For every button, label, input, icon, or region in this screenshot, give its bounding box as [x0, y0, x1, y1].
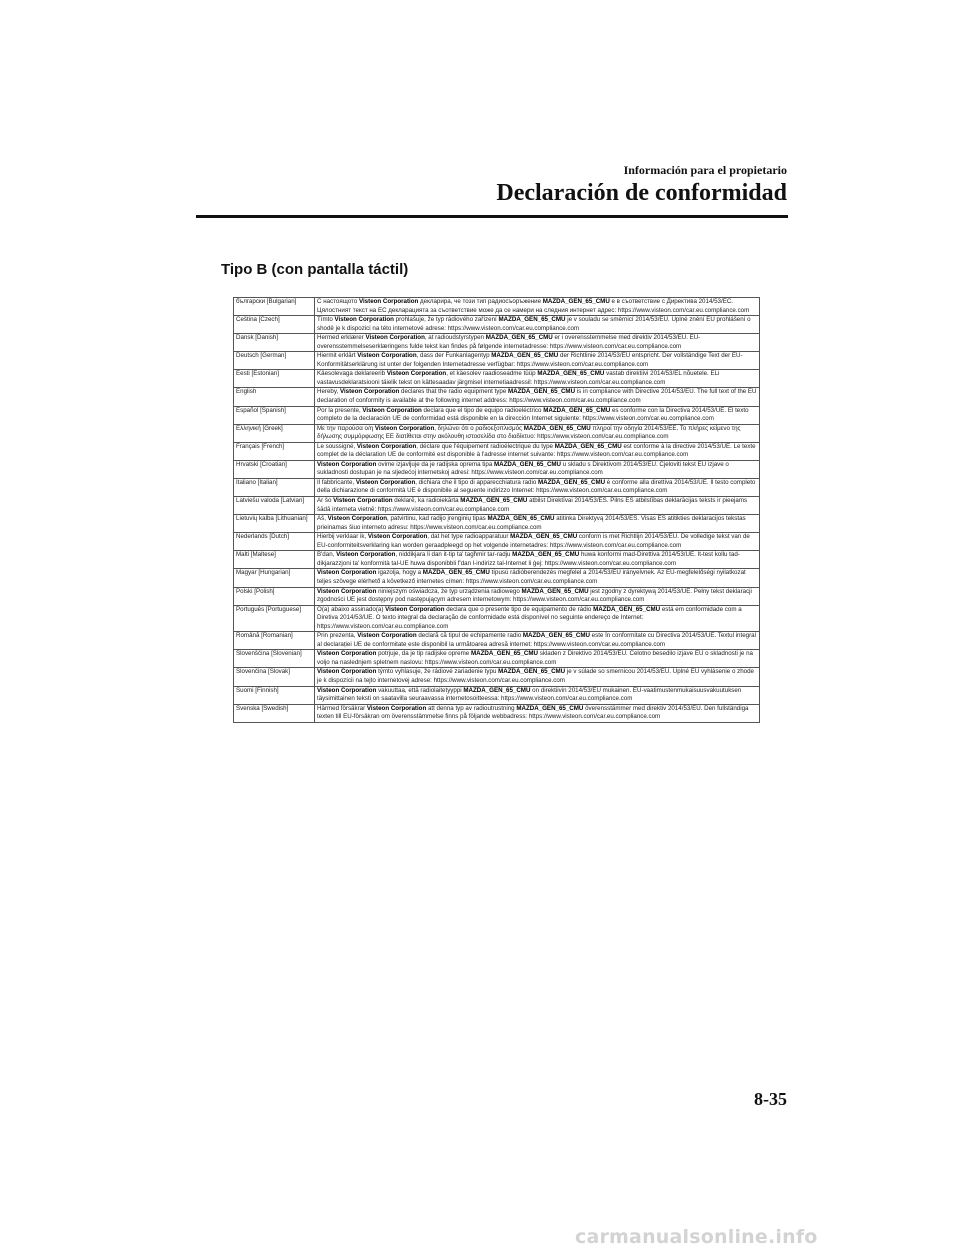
declaration-middle: , dass der Funkanlagentyp	[416, 352, 492, 360]
company-name: Visteon Corporation	[356, 442, 417, 450]
declaration-middle: declares that the radio equipment type	[399, 388, 508, 396]
company-name: Visteon Corporation	[327, 515, 388, 523]
language-cell: Français [French]	[234, 442, 315, 460]
declaration-suffix: je v souladu se směrnicí 2014/53/EU. Úplné znění EU prohlášení o shodě je k dispozici na této internetové adrese: https://www.visteon.com/car.eu.compliance.com	[317, 316, 751, 332]
declaration-text-cell	[315, 668, 760, 686]
declaration-text-cell	[315, 406, 760, 424]
declaration-prefix: Hierbij verklaar ik,	[317, 533, 368, 541]
company-name: Visteon Corporation	[357, 632, 417, 640]
language-cell: Eesti [Estonian]	[234, 370, 315, 388]
declaration-text-cell	[315, 551, 760, 569]
table-row	[234, 668, 760, 686]
model-name: MAZDA_GEN_65_CMU	[493, 460, 562, 468]
declaration-prefix: O(a) abaixo assinado(a)	[317, 605, 386, 613]
company-name: Visteon Corporation	[317, 650, 377, 658]
declaration-text-cell	[315, 605, 760, 632]
declaration-text-cell	[315, 424, 760, 442]
declaration-text-cell	[315, 569, 760, 587]
model-name: MAZDA_GEN_65_CMU	[485, 334, 553, 342]
declaration-suffix: е в съответствие с Директива 2014/53/ЕС. Цялостният текст на ЕС декларацията за съответствие може да се намери на следния интернет адрес: https://www.visteon.com/car.eu.compliance.com	[317, 298, 750, 314]
language-cell: Malti [Maltese]	[234, 551, 315, 569]
declaration-middle: niniejszym oświadcza, że typ urządzenia radiowego	[376, 587, 522, 595]
company-name: Visteon Corporation	[367, 533, 428, 541]
declaration-text-cell	[315, 298, 760, 316]
table-row	[234, 533, 760, 551]
company-name: Visteon Corporation	[374, 424, 435, 432]
table-row	[234, 352, 760, 370]
declaration-middle: , déclare que l'équipement radioélectrique du type	[416, 442, 555, 450]
declaration-middle: , dat het type radioapparatuur	[427, 533, 511, 541]
declaration-middle: vakuuttaa, että radiolaitetyyppi	[376, 686, 464, 694]
model-name: MAZDA_GEN_65_CMU	[537, 370, 605, 378]
table-row	[234, 460, 760, 478]
declaration-text-cell	[315, 352, 760, 370]
table-row	[234, 632, 760, 650]
table-row	[234, 478, 760, 496]
language-cell: Svenska [Swedish]	[234, 704, 315, 722]
table-row	[234, 515, 760, 533]
company-name: Visteon Corporation	[317, 686, 377, 694]
language-cell: Slovenščina [Slovenian]	[234, 650, 315, 668]
model-name: MAZDA_GEN_65_CMU	[422, 569, 490, 577]
declaration-suffix: huwa konformi mad-Direttiva 2014/53/UE. It-test kollu tad-dikjarazzjoni ta' konformità tal-UE huwa disponibbli f'dan l-indirizz tal-Internet li ġej: https://www.visteon.com/car.eu.compliance.com	[317, 551, 740, 567]
declaration-suffix: der Richtlinie 2014/53/EU entspricht. Der vollständige Text der EU-Konformitätserklärung ist unter der folgenden Internetadresse verfügbar: https://www.visteon.com/car.eu.compliance.com	[317, 352, 743, 368]
language-cell: Slovenčina [Slovak]	[234, 668, 315, 686]
table-row	[234, 370, 760, 388]
header-subtitle: Información para el propietario	[623, 163, 787, 177]
table-row	[234, 497, 760, 515]
declaration-prefix: Il fabbricante,	[317, 478, 356, 486]
table-row	[234, 388, 760, 406]
section-title: Tipo B (con pantalla táctil)	[221, 261, 409, 278]
declarations-table	[233, 297, 760, 723]
declaration-suffix: è conforme alla direttiva 2014/53/UE. Il testo completo della dichiarazione di conformità UE è disponibile al seguente indirizzo Internet: https://www.visteon.com/car.eu.compliance.com	[317, 478, 756, 495]
declaration-suffix: je v súlade so smernicou 2014/53/EÚ. Úplné EÚ vyhlásenie o zhode je k dispozícii na tejto internetovej adrese: https://www.visteon.com/car.eu.compliance.com	[317, 668, 754, 684]
table-row	[234, 650, 760, 668]
language-cell: Español [Spanish]	[234, 406, 315, 424]
declaration-prefix: Hereby,	[317, 388, 340, 396]
declaration-prefix: Hermed erklærer	[317, 334, 366, 342]
declaration-prefix: Por la presente,	[317, 406, 363, 414]
declaration-suffix: típusú rádióberendezés megfelel a 2014/53/EU irányelvnek. Az EU-megfelelőségi nyilatkozat teljes szövege elérhető a következő internetes címen: https://www.visteon.com/car.eu.compliance.com	[317, 569, 746, 585]
model-name: MAZDA_GEN_65_CMU	[487, 515, 555, 523]
declaration-text-cell	[315, 686, 760, 704]
language-cell: Čeština [Czech]	[234, 316, 315, 334]
language-cell: Magyar [Hungarian]	[234, 569, 315, 587]
declaration-suffix: atbilst Direktīvai 2014/53/ES. Pilns ES atbilstības deklarācijas teksts ir pieejams šādā interneta vietnē: https://www.visteon.com/car.eu.compliance.com	[317, 497, 748, 513]
table-row	[234, 587, 760, 605]
language-cell: Lietuvių kalba [Lithuanian]	[234, 515, 315, 533]
declaration-middle: deklarē, ka radioiekārta	[392, 497, 461, 505]
declaration-middle: igazolja, hogy a	[376, 569, 423, 577]
declaration-middle: týmto vyhlasuje, že rádiové zariadenie typu	[376, 668, 499, 676]
company-name: Visteon Corporation	[362, 406, 422, 414]
declaration-middle: declara que o presente tipo de equipamento de rádio	[444, 605, 594, 613]
model-name: MAZDA_GEN_65_CMU	[498, 668, 566, 676]
model-name: MAZDA_GEN_65_CMU	[521, 587, 589, 595]
company-name: Visteon Corporation	[365, 334, 425, 342]
declaration-suffix: πληροί την οδηγία 2014/53/ΕΕ. Το πλήρες κείμενο της δήλωσης συμμόρφωσης ΕΕ διατίθεται στην ακόλουθη ιστοσελίδα στο διαδίκτυο: https://www.visteon.com/car.eu.compliance.com	[317, 424, 741, 441]
declaration-text-cell	[315, 388, 760, 406]
declaration-text-cell	[315, 478, 760, 496]
language-cell: Română [Romanian]	[234, 632, 315, 650]
declaration-text-cell	[315, 587, 760, 605]
declaration-suffix: atitinka Direktyvą 2014/53/ES. Visas ES atitikties deklaracijos tekstas prieinamas šiuo interneto adresu: https://www.visteon.com/car.eu.compliance.com	[317, 515, 746, 531]
company-name: Visteon Corporation	[317, 460, 377, 468]
company-name: Visteon Corporation	[333, 497, 393, 505]
model-name: MAZDA_GEN_65_CMU	[498, 316, 566, 324]
model-name: MAZDA_GEN_65_CMU	[523, 424, 591, 432]
model-name: MAZDA_GEN_65_CMU	[554, 442, 622, 450]
language-cell: Dansk [Danish]	[234, 334, 315, 352]
company-name: Visteon Corporation	[334, 316, 394, 324]
declaration-middle: potrjuje, da je tip radijske opreme	[376, 650, 471, 658]
language-cell: Nederlands [Dutch]	[234, 533, 315, 551]
declaration-text-cell	[315, 515, 760, 533]
table-row	[234, 569, 760, 587]
declaration-text-cell	[315, 442, 760, 460]
language-cell: Ελληνική [Greek]	[234, 424, 315, 442]
declaration-prefix: Hiermit erklärt	[317, 352, 358, 360]
company-name: Visteon Corporation	[366, 704, 427, 712]
language-cell: Hrvatski [Croatian]	[234, 460, 315, 478]
declaration-middle: declară că tipul de echipamente radio	[416, 632, 523, 640]
model-name: MAZDA_GEN_65_CMU	[463, 686, 531, 694]
declaration-suffix: on direktiivin 2014/53/EU mukainen. EU-vaatimustenmukaisuusvakuutuksen täysimittainen teksti on saatavilla seuraavassa internetosoitteessa: https://www.visteon.com/car.eu.compliance.com	[317, 686, 742, 703]
company-name: Visteon Corporation	[339, 388, 400, 396]
page-title: Declaración de conformidad	[496, 180, 787, 206]
model-name: MAZDA_GEN_65_CMU	[516, 704, 584, 712]
declaration-suffix: skladen z Direktivo 2014/53/EU. Celotno besedilo izjave EU o skladnosti je na voljo na naslednjem spletnem naslovu: https://www.visteon.com/car.eu.compliance.com	[317, 650, 753, 666]
model-name: MAZDA_GEN_65_CMU	[460, 497, 528, 505]
declaration-middle: att denna typ av radioutrustning	[426, 704, 517, 712]
declaration-suffix: es conforme con la Directiva 2014/53/UE. El texto completo de la declaración UE de conformidad está disponible en la dirección Internet siguiente: https://www.visteon.com/car.eu.compliance.com	[317, 406, 749, 423]
declaration-middle: , at radioudstyrstypen	[424, 334, 486, 342]
company-name: Visteon Corporation	[317, 668, 377, 676]
table-row	[234, 605, 760, 632]
language-cell: English	[234, 388, 315, 406]
model-name: MAZDA_GEN_65_CMU	[542, 298, 610, 305]
company-name: Visteon Corporation	[355, 478, 416, 486]
company-name: Visteon Corporation	[358, 298, 419, 305]
declaration-suffix: este în conformitate cu Directiva 2014/53/UE. Textul integral al declarației UE de conformitate este disponibil la următoarea adresă internet: https://www.visteon.com/car.eu.compliance.com	[317, 632, 756, 648]
declaration-prefix: Prin prezenta,	[317, 632, 358, 640]
declaration-prefix: Με την παρούσα ο/η	[317, 424, 375, 432]
watermark: carmanualsonline.info	[575, 1226, 818, 1248]
table-row	[234, 316, 760, 334]
declaration-prefix: Le soussigné,	[317, 442, 357, 450]
language-cell: български [Bulgarian]	[234, 298, 315, 316]
company-name: Visteon Corporation	[336, 551, 396, 559]
declaration-text-cell	[315, 460, 760, 478]
declaration-middle: , et käesolev raadioseadme tüüp	[446, 370, 538, 378]
company-name: Visteon Corporation	[385, 605, 445, 613]
header-rule	[196, 215, 788, 218]
declaration-suffix: u skladu s Direktivom 2014/53/EU. Cjeloviti tekst EU izjave o sukladnosti dostupan je na sljedećoj internetskoj adresi: https://www.visteon.com/car.eu.compliance.com	[317, 460, 729, 477]
language-cell: Polski [Polish]	[234, 587, 315, 605]
declaration-suffix: er i overensstemmelse med direktiv 2014/53/EU. EU-overensstemmelseserklæringens fulde tekst kan findes på følgende internetadresse: https://www.visteon.com/car.eu.compliance.com	[317, 334, 701, 350]
model-name: MAZDA_GEN_65_CMU	[538, 478, 606, 486]
declaration-suffix: est conforme à la directive 2014/53/UE. Le texte complet de la déclaration UE de conformité est disponible à l'adresse internet suivante: https://www.visteon.com/car.eu.compliance.com	[317, 442, 756, 459]
company-name: Visteon Corporation	[317, 569, 377, 577]
declaration-suffix: está em conformidade com a Diretiva 2014/53/UE. O texto integral da declaração de conformidade está disponível no seguinte endereço de Internet: https://www.visteon.com/car.eu.compliance.com	[317, 605, 742, 630]
declaration-middle: декларира, че този тип радиосъоръжение	[418, 298, 543, 305]
declaration-middle: ovime izjavljuje da je radijska oprema tipa	[376, 460, 494, 468]
declaration-prefix: B'dan,	[317, 551, 337, 559]
table-row	[234, 551, 760, 569]
company-name: Visteon Corporation	[357, 352, 417, 360]
declaration-text-cell	[315, 370, 760, 388]
table-row	[234, 406, 760, 424]
declaration-text-cell	[315, 704, 760, 722]
declaration-middle: , niddikjara li dan it-tip ta' tagħmir tar-radju	[395, 551, 513, 559]
declaration-text-cell	[315, 334, 760, 352]
declaration-text-cell	[315, 533, 760, 551]
language-cell: Latviešu valoda [Latvian]	[234, 497, 315, 515]
language-cell: Italiano [Italian]	[234, 478, 315, 496]
declaration-prefix: Ar šo	[317, 497, 334, 505]
page-number: 8-35	[754, 1089, 787, 1109]
declaration-middle: prohlašuje, že typ rádiového zařízení	[393, 316, 499, 324]
declaration-prefix: Käesolevaga deklareerib	[317, 370, 387, 378]
declaration-suffix: conform is met Richtlijn 2014/53/EU. De volledige tekst van de EU-conformiteitsverklaring kan worden geraadpleegd op het volgende internetadres: https://www.visteon.com/car.eu.compliance.com	[317, 533, 750, 549]
declaration-prefix: Tímto	[317, 316, 335, 324]
table-row	[234, 424, 760, 442]
declaration-middle: declara que el tipo de equipo radioeléctrico	[421, 406, 544, 414]
company-name: Visteon Corporation	[317, 587, 377, 595]
declaration-text-cell	[315, 497, 760, 515]
table-row	[234, 334, 760, 352]
declaration-suffix: vastab direktiivi 2014/53/EL nõuetele. ELi vastavusdeklaratsiooni täielik tekst on kättesaadav järgmisel internetiaadressil: https://www.visteon.com/car.eu.compliance.com	[317, 370, 720, 386]
declaration-prefix: Härmed försäkrar	[317, 704, 367, 712]
language-cell: Deutsch [German]	[234, 352, 315, 370]
declaration-middle: , δηλώνει ότι ο ραδιοεξοπλισμός	[434, 424, 524, 432]
declaration-suffix: överensstämmer med direktiv 2014/53/EU. Den fullständiga texten till EU-försäkran om överensstämmelse finns på följande webbadress: https://www.visteon.com/car.eu.compliance.com	[317, 704, 749, 721]
declaration-text-cell	[315, 316, 760, 334]
declaration-suffix: jest zgodny z dyrektywą 2014/53/UE. Pełny tekst deklaracji zgodności UE jest dostępny pod następującym adresem internetowym: https://www.visteon.com/car.eu.compliance.com	[317, 587, 752, 604]
model-name: MAZDA_GEN_65_CMU	[522, 632, 590, 640]
language-cell: Português [Portuguese]	[234, 605, 315, 632]
declaration-text-cell	[315, 650, 760, 668]
declaration-prefix: Aš,	[317, 515, 328, 523]
declaration-prefix: С настоящото	[317, 298, 359, 305]
model-name: MAZDA_GEN_65_CMU	[543, 406, 611, 414]
declaration-suffix: is in compliance with Directive 2014/53/EU. The full text of the EU declaration of conformity is available at the following internet address: https://www.visteon.com/car.eu.compliance.com	[317, 388, 757, 405]
declarations-body	[234, 298, 760, 723]
declaration-middle: , patvirtinu, kad radijo įrenginių tipas	[387, 515, 488, 523]
model-name: MAZDA_GEN_65_CMU	[512, 551, 580, 559]
model-name: MAZDA_GEN_65_CMU	[508, 388, 576, 396]
language-cell: Suomi [Finnish]	[234, 686, 315, 704]
model-name: MAZDA_GEN_65_CMU	[510, 533, 578, 541]
table-row	[234, 298, 760, 316]
company-name: Visteon Corporation	[386, 370, 447, 378]
table-row	[234, 686, 760, 704]
model-name: MAZDA_GEN_65_CMU	[470, 650, 538, 658]
table-row	[234, 442, 760, 460]
table-row	[234, 704, 760, 722]
model-name: MAZDA_GEN_65_CMU	[593, 605, 661, 613]
declaration-middle: , dichiara che il tipo di apparecchiatura radio	[415, 478, 539, 486]
model-name: MAZDA_GEN_65_CMU	[491, 352, 559, 360]
declaration-text-cell	[315, 632, 760, 650]
